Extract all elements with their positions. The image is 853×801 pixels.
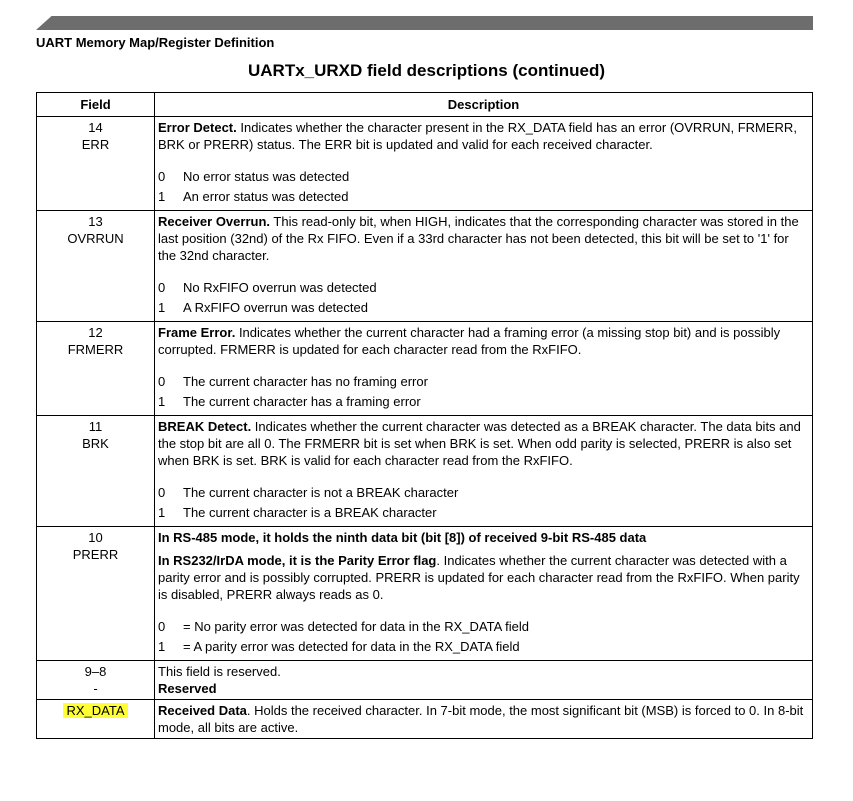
table-row: [37, 700, 813, 739]
description-text: Indicates whether the current character was detected as a BREAK character. The data bits and the stop bit are all 0. The FRMERR bit is set when BRK is set. When odd parity is selected, PRERR is also set when BRK is set. BRK is valid for each character read from the RxFIFO.: [158, 419, 801, 468]
field-name: FRMERR: [67, 342, 124, 357]
description-text: . Holds the received character. In 7-bit mode, the most significant bit (MSB) is forced to 0. In 8-bit mode, all bits are active.: [158, 703, 804, 735]
description-lead: Receiver Overrun.: [158, 214, 271, 229]
field-name: BRK: [82, 436, 109, 451]
field-bit: 14: [88, 120, 103, 135]
description-cell: [155, 700, 813, 739]
field-bit: 13: [88, 214, 103, 229]
description-cell: [155, 416, 813, 527]
option-row: 0 No RxFIFO overrun was detected: [158, 280, 377, 295]
field-bit: 10: [88, 530, 103, 545]
option-row: 1 The current character has a framing error: [158, 394, 421, 409]
table-header-row: [37, 93, 813, 117]
description-lead: Reserved: [158, 681, 217, 696]
option-row: 0 The current character has no framing error: [158, 374, 428, 389]
table-title: UARTx_URXD field descriptions (continued): [247, 61, 606, 80]
field-cell: [37, 527, 155, 661]
field-name: ERR: [81, 137, 110, 152]
section-header: UART Memory Map/Register Definition: [36, 35, 275, 50]
field-descriptions-table: [36, 92, 813, 739]
header-bar: [36, 16, 813, 30]
description-text: This read-only bit, when HIGH, indicates that the corresponding character was stored in the last position (32nd) of the Rx FIFO. Even if a 33rd character has not been detected, this bit will be set to '1' for the 32nd character.: [158, 214, 799, 263]
field-cell: [37, 322, 155, 416]
description-lead: In RS-485 mode, it holds the ninth data bit (bit [8]) of received 9-bit RS-485 data: [158, 530, 647, 545]
field-cell: [37, 661, 155, 700]
field-cell: [37, 700, 155, 739]
description-lead: Frame Error.: [158, 325, 236, 340]
description-lead: Received Data: [158, 703, 247, 718]
column-header-field: Field: [37, 93, 155, 117]
option-row: 1 A RxFIFO overrun was detected: [158, 300, 368, 315]
table-row: [37, 211, 813, 322]
description-lead: Error Detect.: [158, 120, 237, 135]
description-lead: In RS232/IrDA mode, it is the Parity Error flag: [158, 553, 437, 568]
field-name-highlighted: RX_DATA: [63, 703, 127, 718]
option-row: 0 = No parity error was detected for data in the RX_DATA field: [158, 619, 529, 634]
description-text: Indicates whether the current character had a framing error (a missing stop bit) and is possibly corrupted. FRMERR is updated for each character read from the RxFIFO.: [158, 325, 781, 357]
description-cell: [155, 322, 813, 416]
description-text: This field is reserved.: [158, 664, 281, 679]
description-cell: [155, 527, 813, 661]
description-text: Indicates whether the character present in the RX_DATA field has an error (OVRRUN, FRMERR, BRK or PRERR) status. The ERR bit is updated and valid for each received character.: [158, 120, 797, 152]
field-name: OVRRUN: [67, 231, 124, 246]
field-cell: [37, 117, 155, 211]
column-header-description: Description: [155, 93, 813, 117]
field-cell: [37, 211, 155, 322]
table-row: [37, 322, 813, 416]
field-name: -: [93, 681, 98, 696]
option-row: 1 = A parity error was detected for data in the RX_DATA field: [158, 639, 520, 654]
description-lead: BREAK Detect.: [158, 419, 252, 434]
option-row: 1 The current character is a BREAK character: [158, 505, 437, 520]
table-row: [37, 416, 813, 527]
option-row: 0 No error status was detected: [158, 169, 350, 184]
field-name: PRERR: [72, 547, 119, 562]
field-bit: 9–8: [84, 664, 107, 679]
description-cell: [155, 117, 813, 211]
description-text: . Indicates whether the current character was detected with a parity error and is possibly corrupted. PRERR is updated for each character read from the RxFIFO. When parity is disabled, PRERR always reads as 0.: [158, 553, 800, 602]
field-bit: 12: [88, 325, 103, 340]
description-cell: [155, 661, 813, 700]
description-cell: [155, 211, 813, 322]
option-row: 0 The current character is not a BREAK character: [158, 485, 459, 500]
table-row: [37, 661, 813, 700]
table-row: [37, 117, 813, 211]
field-cell: [37, 416, 155, 527]
field-bit: 11: [88, 419, 103, 434]
table-row: [37, 527, 813, 661]
option-row: 1 An error status was detected: [158, 189, 349, 204]
